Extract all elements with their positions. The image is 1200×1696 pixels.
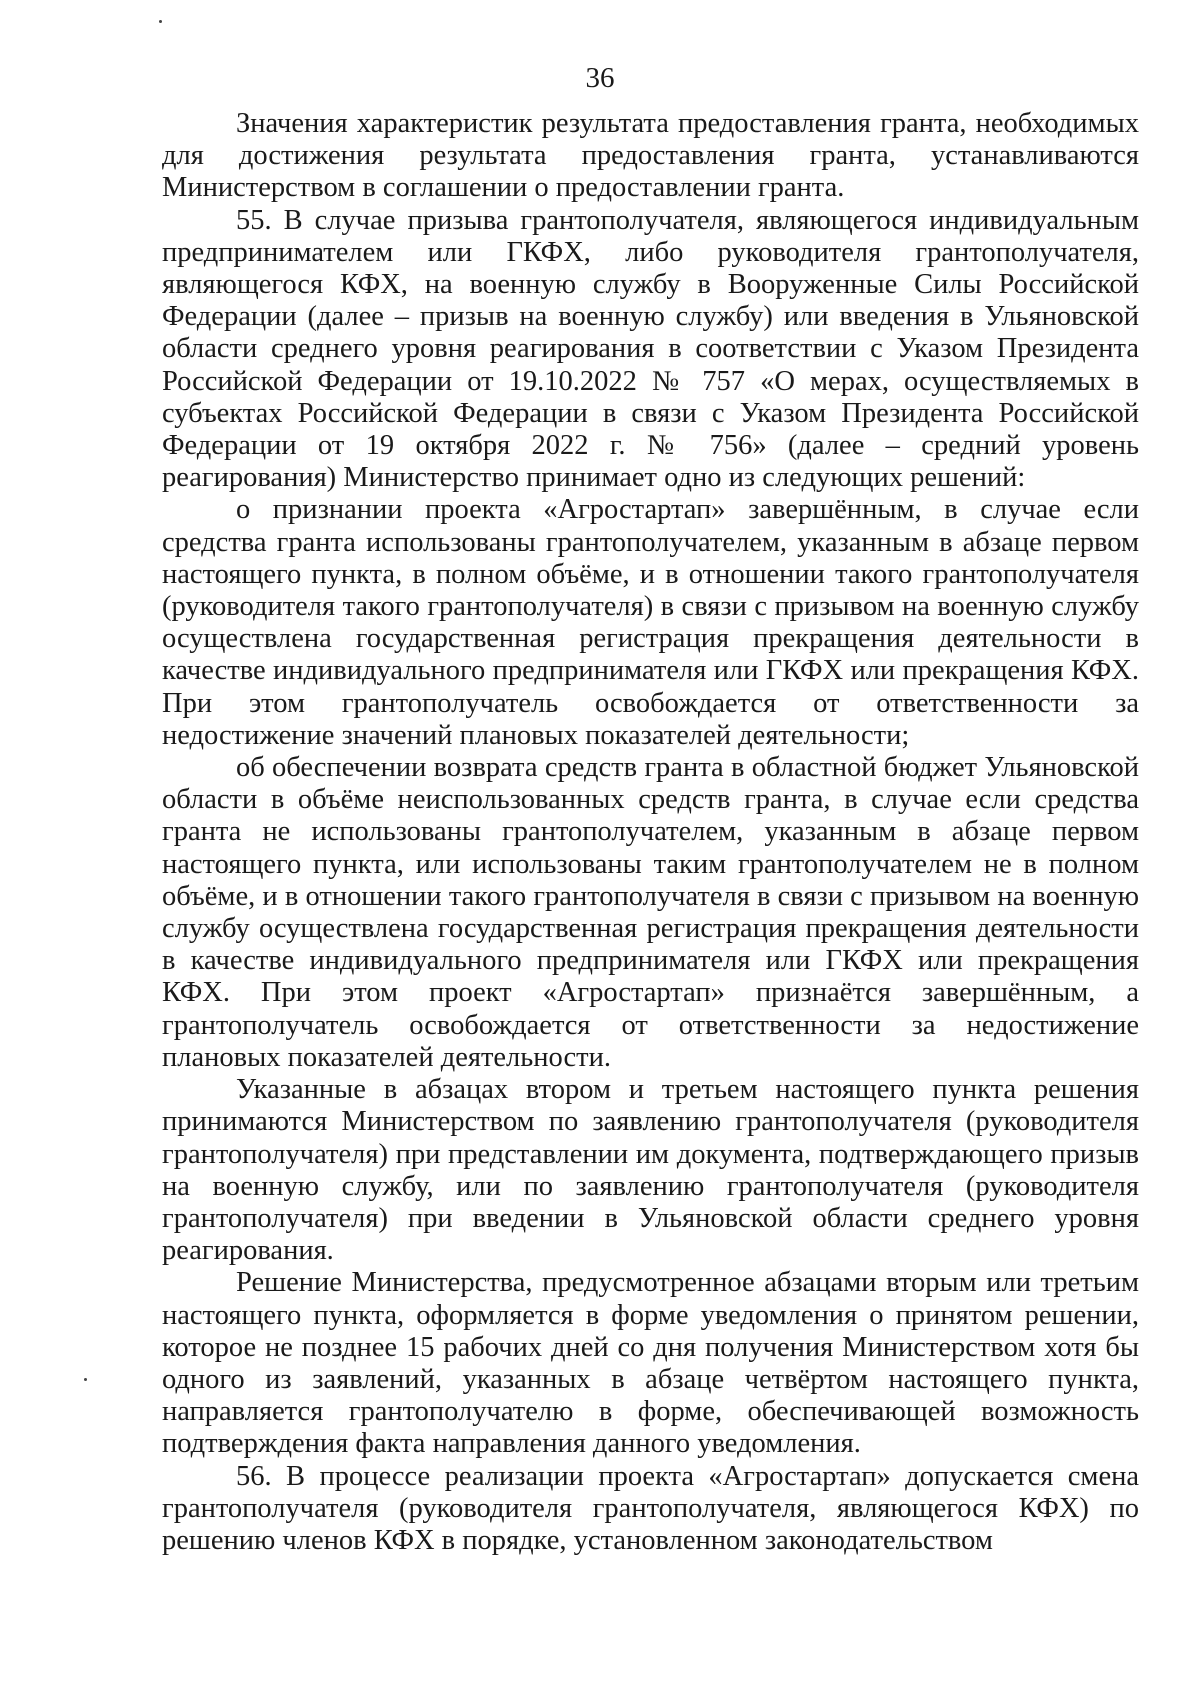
paragraph: Указанные в абзацах втором и третьем настоящего пункта решения принимаются Министерством по заявлению грантополучателя (руководителя грантополучателя) при представлении им документа, подтверждающего призыв на военную службу, или по заявлению грантополучателя (руководителя грантополучателя) при введении в Ульяновской области среднего уровня реагирования. [162,1074,1139,1267]
paragraph-item-55: 55. В случае призыва грантополучателя, являющегося индивидуальным предпринимателем или ГКФХ, либо руководителя грантополучателя, являющегося КФХ, на военную службу в Вооруженные Силы Российской Федерации (далее – призыв на военную службу) или введения в Ульяновской области среднего уровня реагирования в соответствии с Указом Президента Российской Федерации от 19.10.2022 № 757 «О мерах, осуществляемых в субъектах Российской Федерации в связи с Указом Президента Российской Федерации от 19 октября 2022 г. № 756» (далее – средний уровень реагирования) Министерство принимает одно из следующих решений: [162,204,1139,494]
paragraph-item-56: 56. В процессе реализации проекта «Агростартап» допускается смена грантополучателя (руководителя грантополучателя, являющегося КФХ) по решению членов КФХ в порядке, установленном законодательством [162,1460,1139,1556]
scan-speck [84,1378,87,1381]
document-body [162,108,1139,1557]
paragraph: Значения характеристик результата предоставления гранта, необходимых для достижения результата предоставления гранта, устанавливаются Министерством в соглашении о предоставлении гранта. [162,108,1139,204]
paragraph: о признании проекта «Агростартап» завершённым, в случае если средства гранта использованы грантополучателем, указанным в абзаце первом настоящего пункта, в полном объёме, и в отношении такого грантополучателя (руководителя такого грантополучателя) в связи с призывом на военную службу осуществлена государственная регистрация прекращения деятельности в качестве индивидуального предпринимателя или ГКФХ или прекращения КФХ. При этом грантополучатель освобождается от ответственности за недостижение значений плановых показателей деятельности; [162,494,1139,751]
paragraph: об обеспечении возврата средств гранта в областной бюджет Ульяновской области в объёме неиспользованных средств гранта, в случае если средства гранта не использованы грантополучателем, указанным в абзаце первом настоящего пункта, или использованы таким грантополучателем не в полном объёме, и в отношении такого грантополучателя в связи с призывом на военную службу осуществлена государственная регистрация прекращения деятельности в качестве индивидуального предпринимателя или ГКФХ или прекращения КФХ. При этом проект «Агростартап» признаётся завершённым, а грантополучатель освобождается от ответственности за недостижение плановых показателей деятельности. [162,752,1139,1073]
paragraph: Решение Министерства, предусмотренное абзацами вторым или третьим настоящего пункта, оформляется в форме уведомления о принятом решении, которое не позднее 15 рабочих дней со дня получения Министерством хотя бы одного из заявлений, указанных в абзаце четвёртом настоящего пункта, направляется грантополучателю в форме, обеспечивающей возможность подтверждения факта направления данного уведомления. [162,1267,1139,1460]
page-number: 36 [585,62,615,94]
scan-speck [159,20,162,23]
